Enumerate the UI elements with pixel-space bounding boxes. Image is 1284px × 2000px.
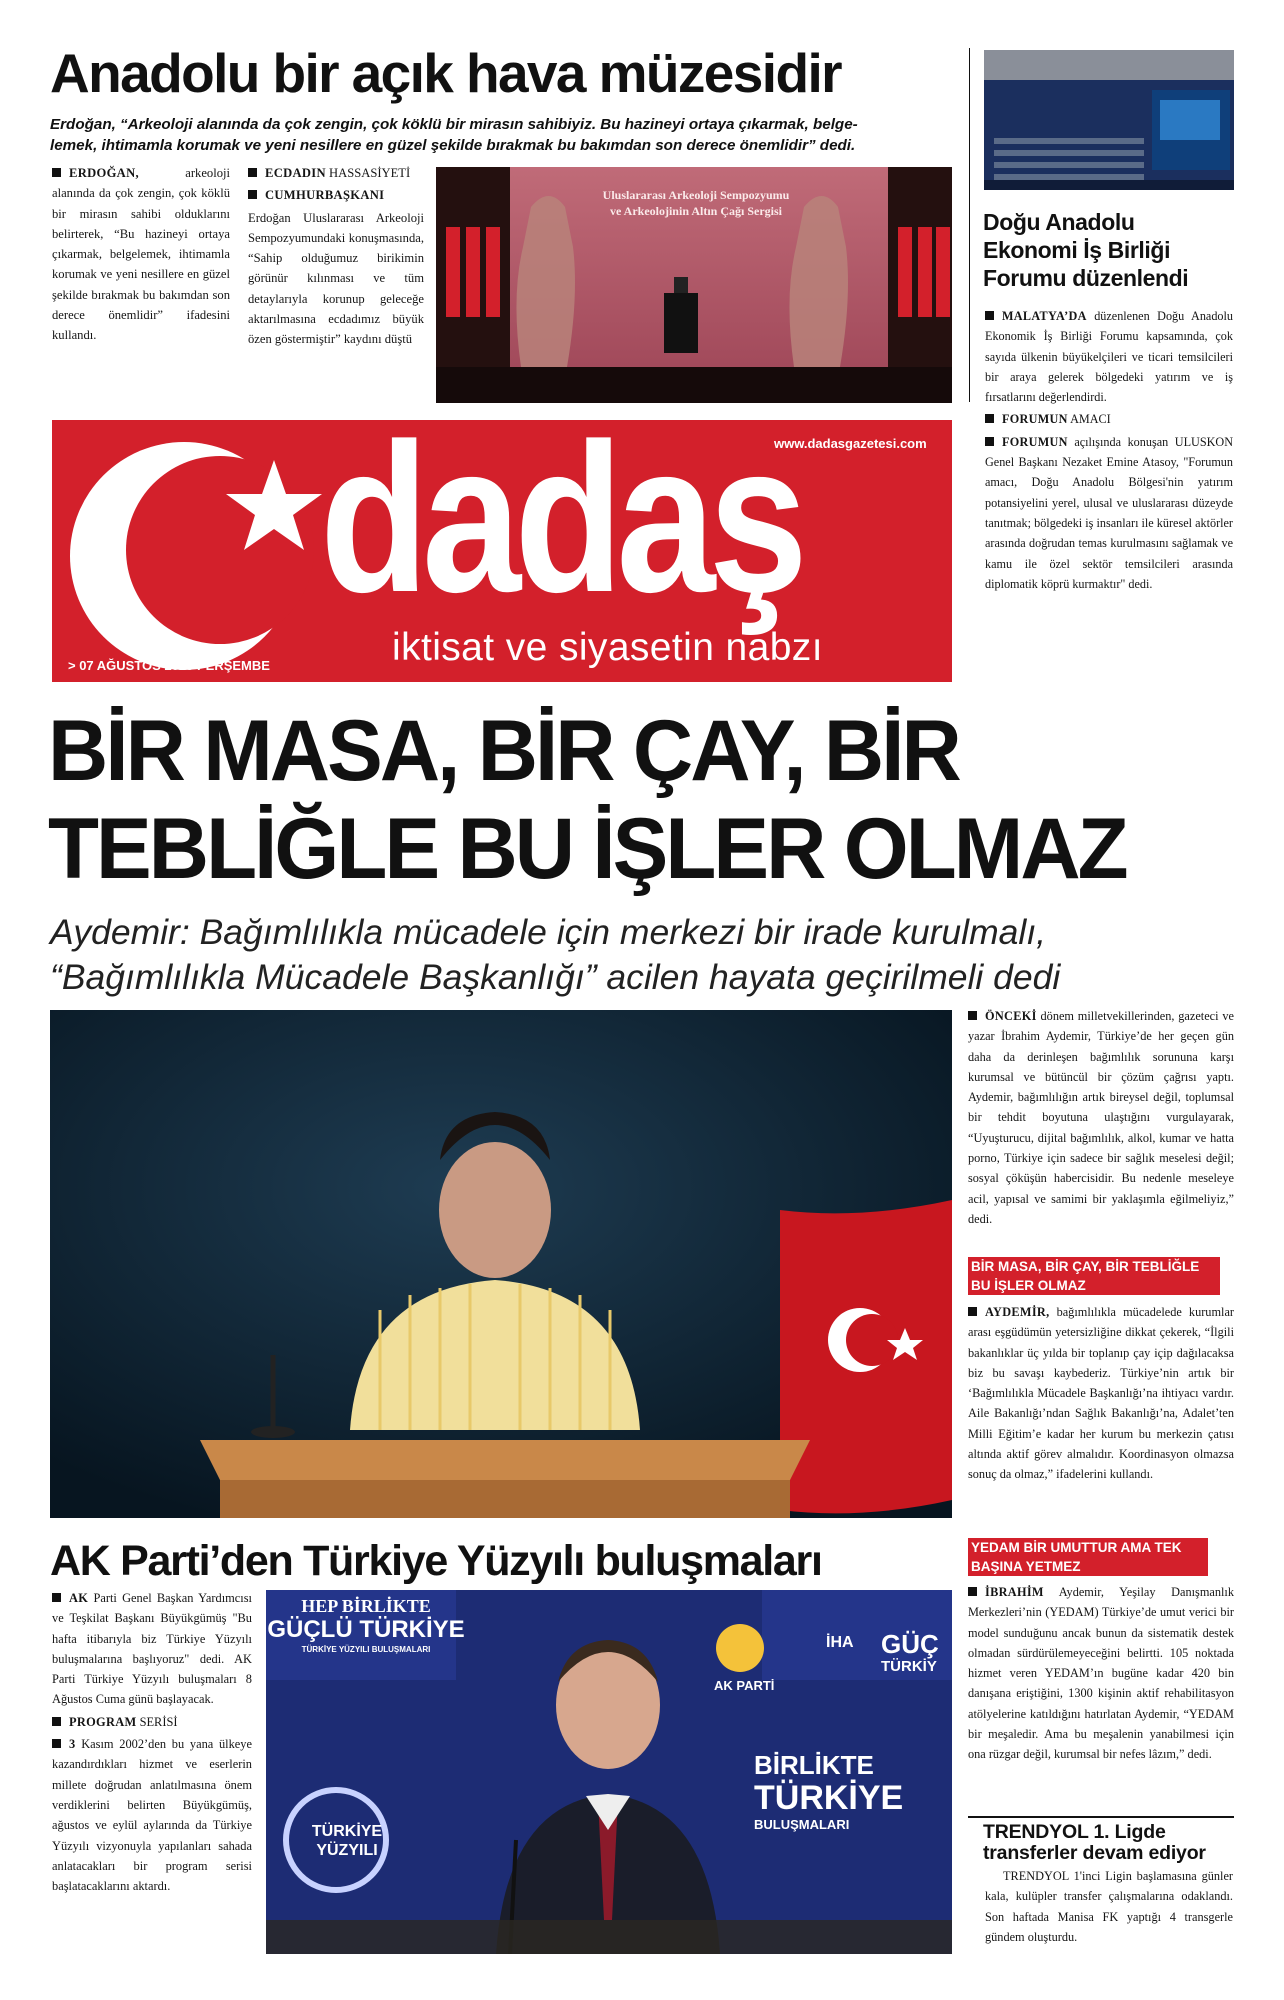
bullet-icon (52, 1717, 61, 1726)
lead-p3-text: Aydemir, Yeşilay Danışmanlık Merkezleri’nin (YEDAM) Türkiye’de umut verici bir model sunduğunu ancak bunun da sistematik destek olmadan sürdürülemeyeceğini belirtti. 105 noktada hizmet veren YEDAM’ın bugüne kadar 420 bin danışana eriştiğini, 1300 kişinin aktif rehabilitasyon atölyelerine katıldığını hatırlatan Aydemir, “YEDAM bir meşaledir. Ama bu meşalenin yanabilmesi için ona rüzgar değil, kurumsal bir nefes lâzım,” dedi. (968, 1585, 1234, 1762)
top-standfirst-line2: lemek, ihtimamla korumak ve yeni nesillere en güzel şekilde bırakmak bu bakımdan son derece önemlidir” dedi. (50, 137, 856, 154)
masthead-date: > 07 AĞUSTOS 2025 PERŞEMBE (68, 658, 270, 673)
akp-p1-text: Parti Genel Başkan Yardımcısı ve Teşkilat Başkanı Büyükgümüş "Bu hafta itibarıyla biz Türkiye Yüzyılı buluşmalarına başlıyoruz" dedi. AK Parti Türkiye Yüzyılı buluşmaları 8 Ağustos Cuma günü başlayacak. (52, 1591, 252, 1707)
side-headline-line3: Forumu düzenlendi (983, 265, 1189, 291)
banner-left-line2: GÜÇLÜ TÜRKİYE (267, 1616, 465, 1643)
subhead-bold: CUMHURBAŞKANI (265, 188, 385, 203)
lead-headline-line2: TEBLİĞLE BU İŞLER OLMAZ (48, 801, 1126, 897)
akp-photo (266, 1590, 952, 1954)
lead-deck-line2: “Bağımlılıkla Mücadele Başkanlığı” acilen hayata geçirilmeli dedi (50, 957, 1061, 997)
lead-headline (48, 702, 1202, 898)
banner-right-line2: TÜRKİYE (754, 1779, 904, 1817)
top-headline: Anadolu bir açık hava müzesidir (50, 42, 841, 104)
banner-left-line3: TÜRKİYE YÜZYILI BULUŞMALARI (301, 1645, 431, 1654)
lead-kicker-2 (968, 1538, 1208, 1576)
side-headline (983, 208, 1233, 292)
subhead-rest: HASSASİYETİ (329, 166, 411, 180)
symposium-screen-line2: ve Arkeolojinin Altın Çağı Sergisi (609, 204, 782, 218)
side-headline-line2: Ekonomi İş Birliği (983, 237, 1171, 263)
symposium-photo (436, 167, 952, 403)
lead-kicker-2-line1: YEDAM BİR UMUTTUR AMA TEK (971, 1540, 1182, 1555)
lead-deck (50, 910, 1240, 1000)
top-story-col1-text: arkeoloji alanında da çok zengin, çok köklü bir mirasın sahibi olduklarını belirterek, “Bu hazineyi ortaya çıkarmak, belgelemek, ihtimamla korumak ve yeni nesillere en güzel şekilde bırakmak bu bakımdan son derece önemlidir” ifadesini kullandı. (52, 166, 230, 343)
akp-story-body (52, 1588, 252, 1898)
banner-right-line3: BULUŞMALARI (754, 1817, 850, 1832)
banner-right (754, 1750, 952, 1834)
subhead-bold: ECDADIN (265, 166, 326, 180)
bullet-icon (968, 1307, 977, 1316)
side-story-body (985, 306, 1233, 596)
masthead-website[interactable]: www.dadasgazetesi.com (774, 436, 927, 451)
banner-top-right-line2: TÜRKİY (881, 1658, 937, 1675)
bullet-icon (248, 168, 257, 177)
lead-word: 3 (69, 1737, 76, 1752)
forum-photo (984, 50, 1234, 190)
bullet-icon (968, 1587, 977, 1596)
symposium-screen-line1: Uluslararası Arkeoloji Sempozyumu (602, 188, 790, 202)
masthead-slogan: iktisat ve siyasetin nabzı (392, 626, 823, 669)
lead-kicker-1 (968, 1257, 1220, 1295)
lead-word: AK (69, 1591, 89, 1605)
top-standfirst-line1: Erdoğan, “Arkeoloji alanında da çok zengin, çok köklü bir mirasın sahibiyiz. Bu hazineyi ortaya çıkarmak, belge- (50, 116, 858, 133)
side-p1-text: düzenlenen Doğu Anadolu Ekonomik İş Birliği Forumu kapsamında, çok sayıda ülkenin büyükelçileri ve ticari temsilcileri bir araya gelerek bölgedeki yatırım ve iş fırsatlarını değerlendirdi. (985, 309, 1234, 405)
lead-word: AYDEMİR, (985, 1305, 1050, 1319)
sports-body: TRENDYOL 1'inci Ligin başlamasına günler kala, kulüpler transfer çalışmalarına odaklandı. Son haftada Manisa FK yaptığı 4 transgerle gündem oluşturdu. (985, 1869, 1233, 1944)
subhead-rest: AMACI (1070, 412, 1111, 427)
side-p2-text: açılışında konuşan ULUSKON Genel Başkanı Nezaket Emine Atasoy, "Forumun amacı, Doğu Anadolu Bölgesi'nin yatırım potansiyelini yerel, ulusal ve uluslararası düzeyde tanıtmak; bölgedeki iş insanları ile küresel aktörler arasında doğrudan temas kurulmasını sağlamak ve kamu ile özel sektör temsilcileri arasında diplomatik köprü kurmaktır" dedi. (985, 434, 1234, 591)
sports-headline-line1: TRENDYOL 1. Ligde (983, 1821, 1166, 1843)
lead-p2-text: bağımlılıkla mücadelede kurumlar arası eşgüdümün yetersizliğine dikkat çekerek, “İlgili bakanlıklar üç yılda bir toplanıp çay içip dağılacaksa biz bu savaşı kaybederiz. Türkiye’nin artık bir ‘Bağımlılıkla Mücadele Başkanlığı’na ihtiyacı vardır. Aile Bakanlığı’ndan Sağlık Bakanlığı’na, Adalet’ten Milli Eğitim’e kadar her kurum bu merkezin çatısı altında aktif görev almalıdır. Koordinasyon olmazsa sonuç da olmaz,” ifadelerini kullandı. (968, 1305, 1234, 1482)
lead-deck-line1: Aydemir: Bağımlılıkla mücadele için merkezi bir irade kurulmalı, (50, 912, 1046, 952)
akp-headline: AK Parti’den Türkiye Yüzyılı buluşmaları (50, 1537, 822, 1585)
akp-party-label: AK PARTİ (714, 1678, 775, 1693)
lead-word: İBRAHİM (985, 1585, 1044, 1599)
lead-p1-text: dönem milletvekillerinden, gazeteci ve yazar İbrahim Aydemir, Türkiye’de her geçen gün daha da derinleşen bağımlılık sorununa karşı kurumsal ve bütüncül bir çözüm çağrısı yaptı. Aydemir, bağımlılığın artık bireysel değil, toplumsal bir tehdit boyutuna ulaştığını vurgulayarak, “Uyuşturucu, dijital bağımlılık, alkol, kumar ve hatta porno, Türkiye için sadece bir sağlık meselesi değil; sosyal çöküşün habercisidir. Bu nedenle meseleye acil, yapısal ve samimi bir yaklaşımla eğilmeliyiz,” dedi. (968, 1009, 1234, 1226)
banner-top-right-line1: GÜÇ (881, 1629, 939, 1659)
aydemir-illustration (50, 1010, 952, 1518)
bullet-icon (968, 1011, 977, 1020)
turkiye-yuzyili-logo (282, 1822, 412, 1860)
bullet-icon (985, 437, 994, 446)
sports-divider (968, 1816, 1234, 1818)
masthead-logo[interactable]: dadaş (320, 420, 802, 636)
lead-word: ÖNCEKİ (985, 1009, 1037, 1023)
bullet-icon (985, 311, 994, 320)
lead-story-body (968, 1006, 1234, 1231)
lead-story-body-2 (968, 1302, 1234, 1487)
column-divider (969, 48, 970, 402)
akp-agency-logo: İHA (826, 1634, 854, 1651)
turkiye-yuzyili-line1: TÜRKİYE (311, 1823, 383, 1840)
lead-headline-line1: BİR MASA, BİR ÇAY, BİR (48, 703, 959, 799)
sports-headline-line2: transferler devam ediyor (983, 1842, 1206, 1864)
top-standfirst (50, 114, 980, 156)
top-story-col1 (52, 163, 230, 348)
sports-headline (983, 1822, 1235, 1864)
top-story-col2 (248, 163, 424, 352)
bullet-icon (52, 168, 61, 177)
top-story-col2-text: Erdoğan Uluslararası Arkeoloji Sempozyumundaki konuşmasında, “Sahip olduğumuz birikimin görünür kılınması ve tüm detaylarıyla korunup geleceğe aktarılmasına ecdadımız büyük özen göstermiştir” kaydını düştü (248, 210, 424, 347)
subhead-bold: PROGRAM (69, 1714, 137, 1729)
subhead-bold: FORUMUN (1002, 412, 1068, 427)
aydemir-photo (50, 1010, 952, 1518)
subhead-rest: SERİSİ (139, 1714, 178, 1729)
lead-word: MALATYA’DA (1002, 309, 1087, 323)
banner-right-line1: BİRLİKTE (754, 1750, 874, 1780)
lead-kicker-1-line1: BİR MASA, BİR ÇAY, BİR TEBLİĞLE (971, 1259, 1200, 1274)
lead-story-body-3 (968, 1582, 1234, 1767)
bullet-icon (248, 190, 257, 199)
lead-word: ERDOĞAN, (69, 166, 139, 180)
banner-left (266, 1596, 466, 1656)
lead-kicker-1-line2: BU İŞLER OLMAZ (971, 1278, 1086, 1293)
turkiye-yuzyili-line2: YÜZYILI (316, 1842, 378, 1859)
forum-illustration (984, 50, 1234, 190)
banner-left-line1: HEP BİRLİKTE (301, 1596, 431, 1616)
symposium-screen-title (516, 187, 876, 219)
side-headline-line1: Doğu Anadolu (983, 209, 1135, 235)
banner-top-right (881, 1630, 939, 1676)
masthead (52, 420, 952, 682)
bullet-icon (52, 1593, 61, 1602)
lead-word: FORUMUN (1002, 434, 1068, 449)
akp-p2-text: Kasım 2002’den bu yana ülkeye kazandırdıkları hizmet ve eserlerin millete doğrudan anlatılmasına önem verdiklerini belirten Büyükgümüş, ağustos ve eylül aylarında da Türkiye Yüzyılı vizyonuyla yapılanları sahada anlatacakları bir program serisi başlatacaklarını aktardı. (52, 1737, 252, 1894)
bullet-icon (52, 1739, 61, 1748)
bullet-icon (985, 414, 994, 423)
lead-kicker-2-line2: BAŞINA YETMEZ (971, 1559, 1081, 1574)
